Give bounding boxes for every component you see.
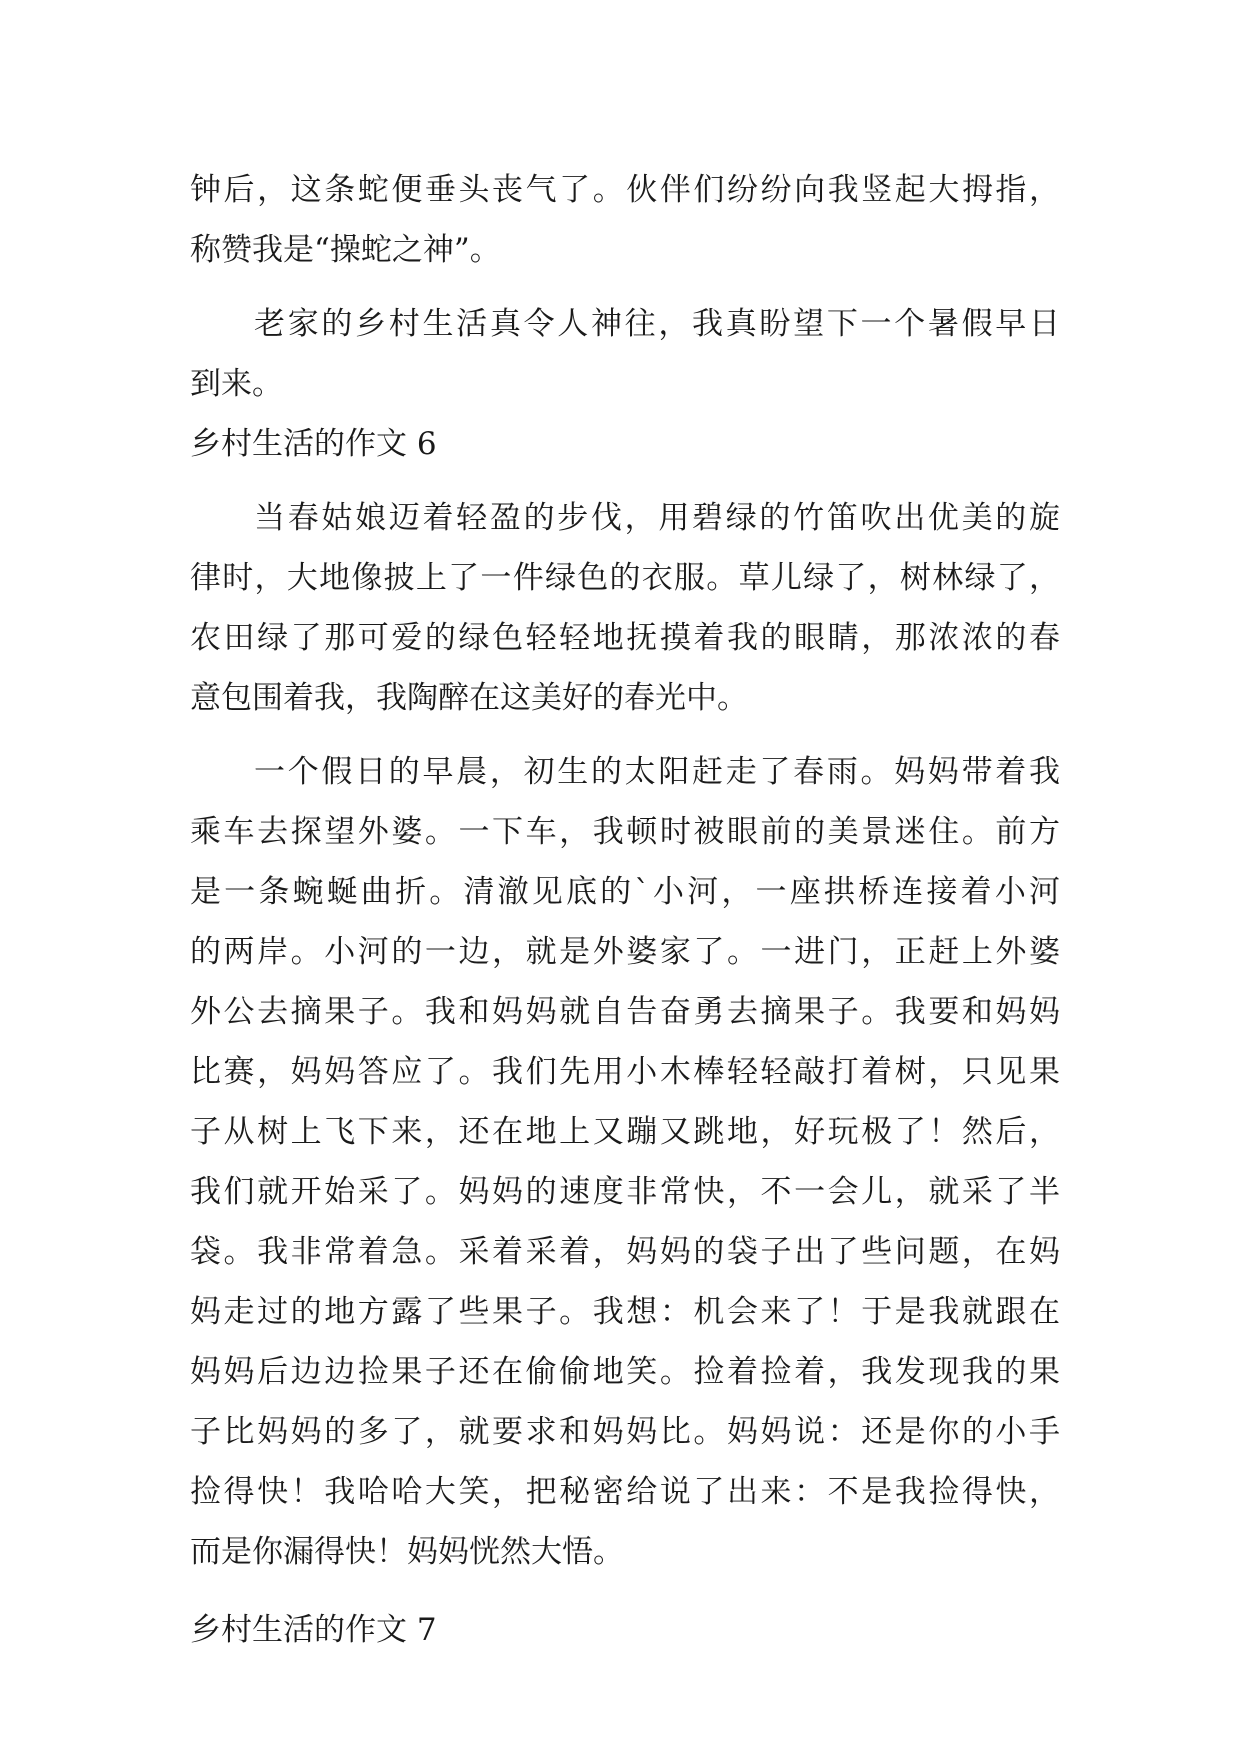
paragraph xyxy=(190,742,1060,1582)
text-line: 子从树上飞下来，还在地上又蹦又跳地，好玩极了！然后， xyxy=(190,1114,1060,1150)
text-line: 一个假日的早晨，初生的太阳赶走了春雨。妈妈带着我 xyxy=(254,754,1060,790)
paragraph xyxy=(190,294,1060,414)
section-heading: 乡村生活的作文 6 xyxy=(190,426,437,462)
text-line: 老家的乡村生活真令人神往，我真盼望下一个暑假早日 xyxy=(254,306,1060,342)
text-line: 比赛，妈妈答应了。我们先用小木棒轻轻敲打着树，只见果 xyxy=(190,1054,1060,1090)
text-line: 意包围着我，我陶醉在这美好的春光中。 xyxy=(190,680,748,716)
text-line: 外公去摘果子。我和妈妈就自告奋勇去摘果子。我要和妈妈 xyxy=(190,994,1060,1030)
text-line: 钟后，这条蛇便垂头丧气了。伙伴们纷纷向我竖起大拇指， xyxy=(190,172,1060,208)
text-line: 农田绿了那可爱的绿色轻轻地抚摸着我的眼睛，那浓浓的春 xyxy=(190,620,1060,656)
section-heading: 乡村生活的作文 7 xyxy=(190,1612,437,1648)
paragraph xyxy=(190,488,1060,728)
text-line: 称赞我是“操蛇之神”。 xyxy=(190,232,501,268)
text-line: 乘车去探望外婆。一下车，我顿时被眼前的美景迷住。前方 xyxy=(190,814,1060,850)
text-line: 捡得快！我哈哈大笑，把秘密给说了出来：不是我捡得快， xyxy=(190,1474,1060,1510)
text-line: 律时，大地像披上了一件绿色的衣服。草儿绿了，树林绿了， xyxy=(190,560,1060,596)
text-line: 当春姑娘迈着轻盈的步伐，用碧绿的竹笛吹出优美的旋 xyxy=(254,500,1060,536)
text-line: 妈走过的地方露了些果子。我想：机会来了！于是我就跟在 xyxy=(190,1294,1060,1330)
document-body xyxy=(190,160,1060,1660)
text-line: 而是你漏得快！妈妈恍然大悟。 xyxy=(190,1534,624,1570)
text-line: 的两岸。小河的一边，就是外婆家了。一进门，正赶上外婆 xyxy=(190,934,1060,970)
text-line: 到来。 xyxy=(190,366,283,402)
text-line: 我们就开始采了。妈妈的速度非常快，不一会儿，就采了半 xyxy=(190,1174,1060,1210)
text-line: 妈妈后边边捡果子还在偷偷地笑。捡着捡着，我发现我的果 xyxy=(190,1354,1060,1390)
text-line: 袋。我非常着急。采着采着，妈妈的袋子出了些问题，在妈 xyxy=(190,1234,1060,1270)
text-line: 子比妈妈的多了，就要求和妈妈比。妈妈说：还是你的小手 xyxy=(190,1414,1060,1450)
paragraph xyxy=(190,160,1060,280)
text-line: 是一条蜿蜒曲折。清澈见底的`小河，一座拱桥连接着小河 xyxy=(190,874,1060,910)
